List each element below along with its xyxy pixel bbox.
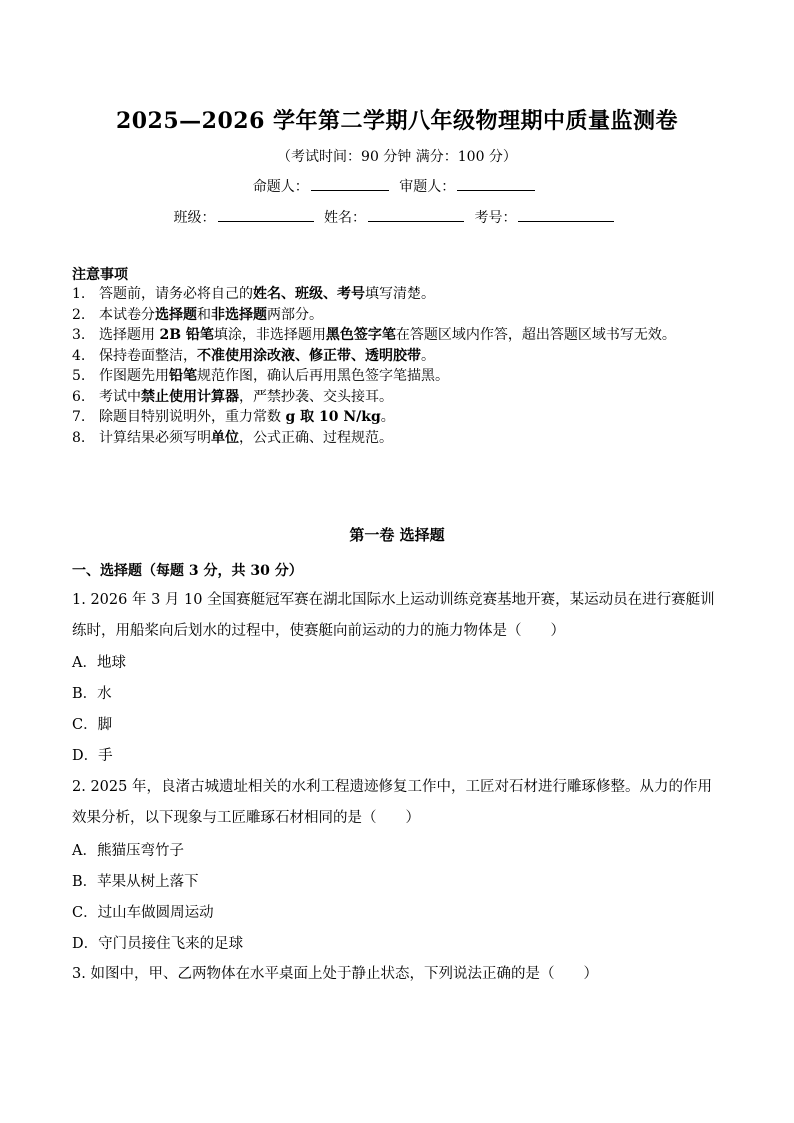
- question-3-stem: 3. 如图中，甲、乙两物体在水平桌面上处于静止状态，下列说法正确的是（ ）: [72, 966, 598, 982]
- exam-title: 2025—2026 学年第二学期八年级物理期中质量监测卷: [115, 108, 679, 134]
- note-number: 2.: [72, 306, 86, 323]
- note-number: 1.: [72, 286, 86, 302]
- id-blank[interactable]: [518, 207, 614, 222]
- note-number: 7.: [72, 409, 86, 425]
- note-item: 5. 作图题先用铅笔规范作图，确认后再用黑色签字笔描黑。: [72, 366, 724, 387]
- id-label: 考号：: [474, 210, 517, 226]
- note-item: 2. 本试卷分选择题和非选择题两部分。: [72, 305, 724, 326]
- note-item: 4. 保持卷面整洁，不准使用涂改液、修正带、透明胶带。: [72, 346, 724, 367]
- notes-title: 注意事项: [72, 267, 128, 283]
- note-item: 8. 计算结果必须写明单位，公式正确、过程规范。: [72, 428, 724, 449]
- setter-label: 命题人：: [252, 179, 309, 195]
- question-2-stem: 2. 2025 年，良渚古城遗址相关的水利工程遗迹修复工作中，工匠对石材进行雕琢修整。从力的作用效果分析，以下现象与工匠雕琢石材相同的是（ ）: [72, 779, 712, 826]
- question-1-option-b[interactable]: B．水: [72, 686, 112, 702]
- name-blank[interactable]: [368, 207, 464, 222]
- reviewer-label: 审题人：: [399, 179, 456, 195]
- note-number: 3.: [72, 327, 86, 343]
- student-info-row: [0, 207, 794, 227]
- question-2-option-a[interactable]: A．熊猫压弯竹子: [72, 843, 184, 859]
- question-2-option-b[interactable]: B．苹果从树上落下: [72, 874, 199, 890]
- note-item: 6. 考试中禁止使用计算器，严禁抄袭、交头接耳。: [72, 387, 724, 408]
- reviewer-blank[interactable]: [457, 176, 535, 191]
- question-1-option-d[interactable]: D．手: [72, 748, 113, 764]
- note-number: 8.: [72, 429, 86, 446]
- note-number: 4.: [72, 347, 86, 364]
- notes-list: [72, 284, 724, 448]
- class-blank[interactable]: [218, 207, 314, 222]
- question-1-stem: 1. 2026 年 3 月 10 全国赛艇冠军赛在湖北国际水上运动训练竞赛基地开赛，某运动员在进行赛艇训练时，用船桨向后划水的过程中，使赛艇向前运动的力的施力物体是（ ）: [72, 592, 715, 639]
- note-number: 6.: [72, 388, 86, 405]
- setter-blank[interactable]: [311, 176, 389, 191]
- author-row: [0, 176, 794, 196]
- note-item: 7. 除题目特别说明外，重力常数 g 取 10 N/kg。: [72, 407, 724, 428]
- class-label: 班级：: [173, 210, 216, 226]
- part-title: 一、选择题（每题 3 分，共 30 分）: [72, 563, 303, 579]
- question-1-option-c[interactable]: C．脚: [72, 717, 113, 733]
- note-number: 5.: [72, 368, 86, 384]
- exam-subtitle: （考试时间：90 分钟 满分：100 分）: [277, 149, 517, 165]
- note-item: 3. 选择题用 2B 铅笔填涂，非选择题用黑色签字笔在答题区域内作答，超出答题区域书写无效。: [72, 325, 724, 346]
- question-1-option-a[interactable]: A．地球: [72, 655, 126, 671]
- question-2-option-c[interactable]: C．过山车做圆周运动: [72, 905, 214, 921]
- question-2-option-d[interactable]: D．守门员接住飞来的足球: [72, 936, 244, 952]
- name-label: 姓名：: [324, 210, 366, 226]
- section-title: 第一卷 选择题: [349, 526, 445, 544]
- note-item: 1. 答题前，请务必将自己的姓名、班级、考号填写清楚。: [72, 284, 724, 305]
